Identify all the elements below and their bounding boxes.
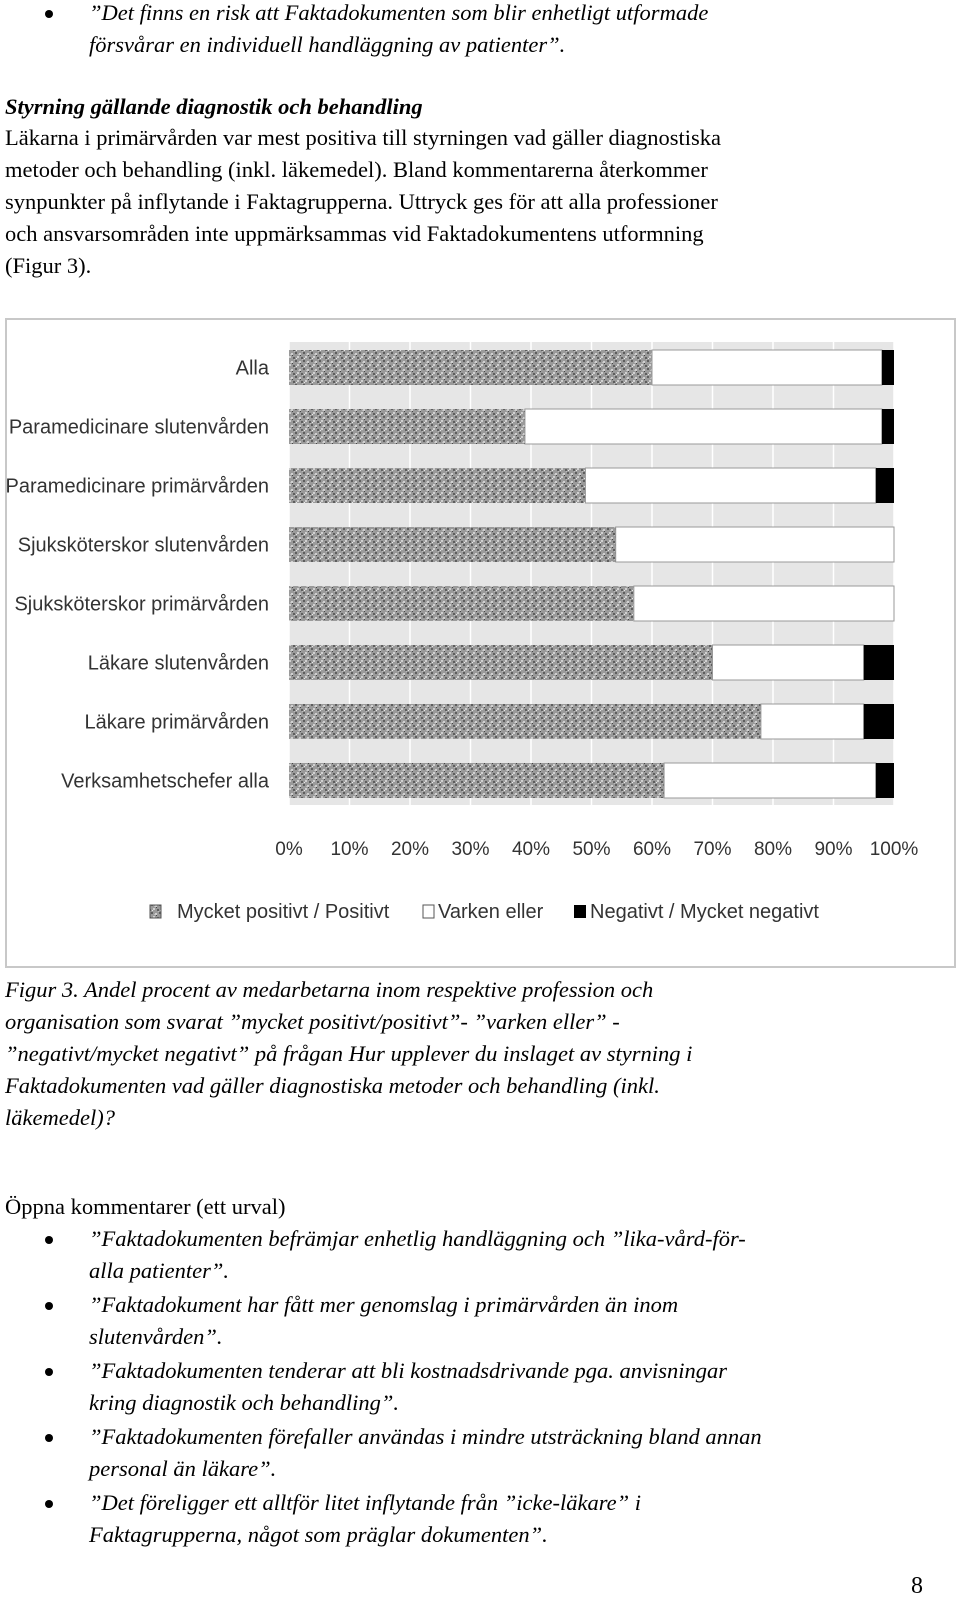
page-number: 8 [911,1573,923,1599]
legend-label-neutral: Varken eller [438,901,544,923]
caption-line: Faktadokumenten vad gäller diagnostiska metoder och behandling (inkl. [5,1073,660,1098]
body-line: och ansvarsområden inte uppmärksammas vid Faktadokumentens utformning [5,221,704,246]
comment-line: ”Faktadokumenten befrämjar enhetlig handläggning och ”lika-vård-för- [89,1226,746,1251]
comment-line: slutenvården”. [89,1324,223,1349]
bar-neutral [652,350,882,385]
caption-line: läkemedel)? [5,1105,115,1130]
bar-positive [289,468,585,503]
category-label: Sjuksköterskor slutenvården [17,534,269,557]
legend-swatch-neutral [423,905,434,918]
x-tick-label: 60% [632,839,672,860]
legend-swatch-positive [150,905,161,918]
bullet-marker [45,1236,53,1244]
bar-neutral [761,704,864,739]
bar-neutral [525,409,882,444]
section-heading: Styrning gällande diagnostik och behandling [5,94,423,119]
x-tick-label: 0% [275,839,303,860]
chart-frame [5,318,956,968]
x-tick-label: 40% [511,839,551,860]
comments-heading: Öppna kommentarer (ett urval) [5,1194,286,1219]
bar-positive [289,763,664,798]
legend [150,901,819,923]
bullet-marker [45,1302,53,1310]
bar-negative [882,350,894,385]
x-tick-labels [275,839,918,860]
comment-line: kring diagnostik och behandling”. [89,1390,399,1415]
bar-negative [864,704,894,739]
x-tick-label: 80% [753,839,793,860]
intro-quote-line-1: ”Det finns en risk att Faktadokumenten som blir enhetligt utformade [89,0,709,25]
body-line: (Figur 3). [5,253,92,278]
bar-positive [289,704,761,739]
caption-line: Figur 3. Andel procent av medarbetarna inom respektive profession och [5,977,654,1002]
bar-positive [289,645,713,680]
bar-neutral [713,645,864,680]
category-label: Paramedicinare primärvården [7,475,269,498]
bar-neutral [585,468,875,503]
bar-positive [289,409,525,444]
comment-line: Faktagrupperna, något som präglar dokumenten”. [89,1522,548,1547]
bar-negative [864,645,894,680]
bullet-marker [45,10,53,18]
x-tick-label: 50% [572,839,611,860]
bar-positive [289,586,634,621]
bar-positive [289,527,616,562]
bar-negative [876,763,894,798]
x-tick-label: 30% [451,839,490,860]
x-tick-label: 90% [814,839,853,860]
comment-line: personal än läkare”. [89,1456,277,1481]
comment-line: ”Faktadokumenten tenderar att bli kostnadsdrivande pga. anvisningar [89,1358,728,1383]
comment-line: ”Faktadokument har fått mer genomslag i primärvården än inom [89,1292,679,1317]
x-tick-label: 70% [693,839,732,860]
category-label: Sjuksköterskor primärvården [14,593,269,616]
bullet-marker [45,1434,53,1442]
body-line: metoder och behandling (inkl. läkemedel). Bland kommentarerna återkommer [5,157,708,182]
stacked-bar-chart [7,320,954,966]
category-label: Verksamhetschefer alla [61,770,269,793]
intro-quote-line-2: försvårar en individuell handläggning av patienter”. [89,32,566,57]
legend-swatch-negative [574,905,586,918]
bar-neutral [664,763,876,798]
category-label: Paramedicinare slutenvården [8,416,269,439]
x-tick-label: 20% [390,839,430,860]
x-tick-label: 10% [330,839,369,860]
category-label: Läkare primärvården [84,711,269,734]
bar-negative [882,409,894,444]
category-label: Läkare slutenvården [87,652,269,675]
caption-line: organisation som svarat ”mycket positivt/positivt”- ”varken eller” - [5,1009,620,1034]
legend-label-negative: Negativt / Mycket negativt [590,901,819,923]
category-label: Alla [235,357,269,380]
comment-line: ”Det föreligger ett alltför litet inflytande från ”icke-läkare” i [89,1490,642,1515]
body-line: Läkarna i primärvården var mest positiva till styrningen vad gäller diagnostiska [5,125,722,150]
bar-neutral [634,586,894,621]
x-tick-label: 100% [869,839,919,860]
category-labels [7,358,270,793]
comment-line: ”Faktadokumenten förefaller användas i mindre utsträckning bland annan [89,1424,762,1449]
bar-negative [876,468,894,503]
legend-label-positive: Mycket positivt / Positivt [177,901,390,923]
body-line: synpunkter på inflytande i Faktagrupperna. Uttryck ges för att alla professioner [5,189,718,214]
comment-line: alla patienter”. [89,1258,229,1283]
caption-line: ”negativt/mycket negativt” på frågan Hur upplever du inslaget av styrning i [5,1041,693,1066]
bullet-marker [45,1368,53,1376]
bar-neutral [616,527,894,562]
bullet-marker [45,1500,53,1508]
bar-positive [289,350,652,385]
